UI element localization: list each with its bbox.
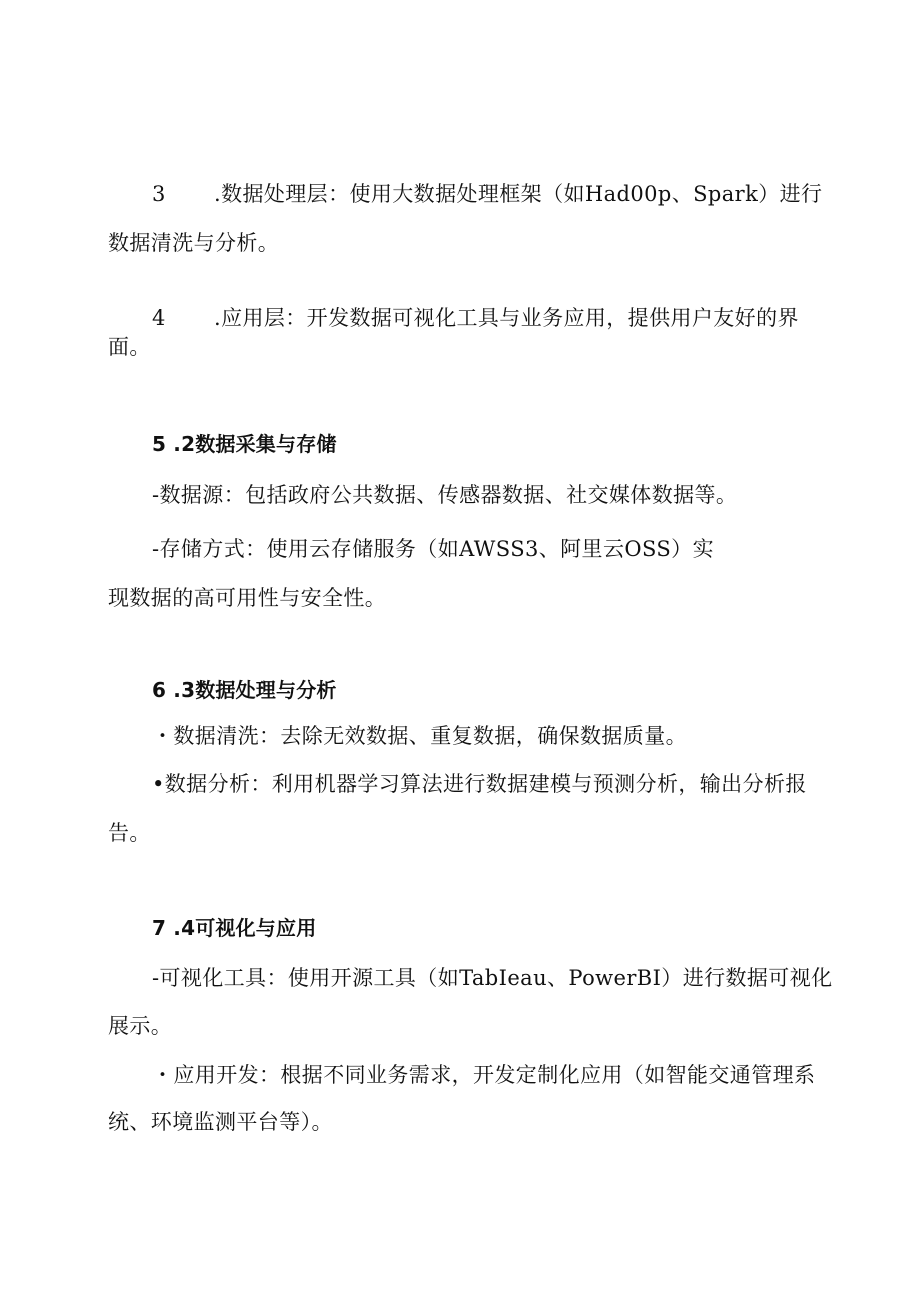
section-6-paragraph-2-line-2: 告。 — [108, 821, 151, 845]
item-3-text: .数据处理层：使用大数据处理框架（如Had00p、Spark）进行 — [214, 182, 823, 206]
section-5-paragraph-2-line-2: 现数据的高可用性与安全性。 — [108, 586, 387, 610]
section-5-paragraph-1: -数据源：包括政府公共数据、传感器数据、社交媒体数据等。 — [152, 483, 738, 507]
section-7-paragraph-2-line-2: 统、环境监测平台等）。 — [108, 1110, 333, 1134]
item-4-number: 4 — [152, 306, 166, 330]
section-5-paragraph-2-line-1: -存储方式：使用云存储服务（如AWSS3、阿里云OSS）实 — [152, 537, 714, 561]
section-7-paragraph-2-line-1: ・应用开发：根据不同业务需求，开发定制化应用（如智能交通管理系 — [152, 1063, 816, 1087]
section-6-paragraph-2-line-1: •数据分析：利用机器学习算法进行数据建模与预测分析，输出分析报 — [152, 772, 807, 796]
section-heading-6: 6 .3数据处理与分析 — [152, 678, 337, 702]
item-3-line-2: 数据清洗与分析。 — [108, 231, 280, 255]
section-heading-5: 5 .2数据采集与存储 — [152, 432, 337, 456]
item-4-line-2: 面。 — [108, 335, 151, 359]
item-4-text: .应用层：开发数据可视化工具与业务应用，提供用户友好的界 — [214, 306, 799, 330]
section-heading-7: 7 .4可视化与应用 — [152, 916, 317, 940]
item-3-number: 3 — [152, 182, 166, 206]
section-7-paragraph-1-line-2: 展示。 — [108, 1014, 173, 1038]
section-7-paragraph-1-line-1: -可视化工具：使用开源工具（如TabIeau、PowerBI）进行数据可视化 — [152, 966, 833, 990]
section-6-paragraph-1: ・数据清洗：去除无效数据、重复数据，确保数据质量。 — [152, 724, 687, 748]
